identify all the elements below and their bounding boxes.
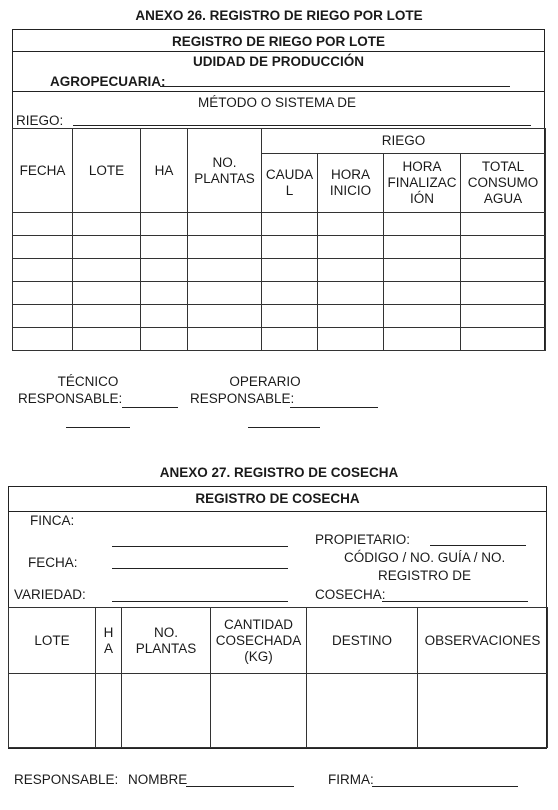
col-group-riego: RIEGO <box>262 129 546 154</box>
col-ha: H A <box>96 608 122 674</box>
table-row <box>13 259 546 282</box>
tecnico-signature-line[interactable] <box>122 407 178 408</box>
table-cell[interactable] <box>262 213 318 236</box>
col-cantidad-cosechada: CANTIDAD COSECHADA (KG) <box>211 608 307 674</box>
cell-destino[interactable] <box>307 674 418 748</box>
footer-responsable-label: RESPONSABLE: <box>14 772 119 787</box>
table-cell[interactable] <box>318 259 384 282</box>
col-destino: DESTINO <box>307 608 418 674</box>
propietario-label: PROPIETARIO: <box>315 532 411 547</box>
col-fecha: FECHA <box>13 129 73 213</box>
table-cell[interactable] <box>73 213 141 236</box>
annex26-riego-label: RIEGO: <box>16 113 64 128</box>
table-cell[interactable] <box>188 305 262 328</box>
col-total-consumo: TOTAL CONSUMO AGUA <box>461 154 546 213</box>
table-cell[interactable] <box>262 259 318 282</box>
footer-nombre-label: NOMBRE <box>128 772 188 787</box>
col-caudal: CAUDA L <box>262 154 318 213</box>
operario-signature-line-2[interactable] <box>248 427 320 428</box>
table-cell[interactable] <box>73 259 141 282</box>
cosecha-field[interactable] <box>382 601 528 602</box>
table-cell[interactable] <box>188 236 262 259</box>
table-cell[interactable] <box>73 282 141 305</box>
table-cell[interactable] <box>262 236 318 259</box>
table-row <box>13 328 546 351</box>
col-observaciones: OBSERVACIONES <box>418 608 548 674</box>
tecnico-responsable-label: TÉCNICO RESPONSABLE: <box>18 374 123 406</box>
col-no-plantas: NO. PLANTAS <box>122 608 211 674</box>
table-cell[interactable] <box>461 328 546 351</box>
table-cell[interactable] <box>384 213 461 236</box>
table-cell[interactable] <box>13 236 73 259</box>
table-row <box>9 674 548 748</box>
table-row <box>13 236 546 259</box>
annex27-title-underline <box>8 511 547 512</box>
table-cell[interactable] <box>141 213 188 236</box>
table-cell[interactable] <box>318 282 384 305</box>
nombre-field[interactable] <box>186 786 294 787</box>
table-cell[interactable] <box>13 328 73 351</box>
table-cell[interactable] <box>141 305 188 328</box>
propietario-field[interactable] <box>430 545 526 546</box>
cell-observaciones[interactable] <box>418 674 548 748</box>
cell-cantidad[interactable] <box>211 674 307 748</box>
variedad-field[interactable] <box>112 601 288 602</box>
table-cell[interactable] <box>73 305 141 328</box>
finca-label: FINCA: <box>30 513 75 528</box>
table-cell[interactable] <box>318 305 384 328</box>
table-cell[interactable] <box>188 213 262 236</box>
table-cell[interactable] <box>188 282 262 305</box>
col-hora-inicio: HORA INICIO <box>318 154 384 213</box>
table-cell[interactable] <box>13 305 73 328</box>
table-row <box>13 282 546 305</box>
annex27-form-title: REGISTRO DE COSECHA <box>195 491 360 506</box>
table-cell[interactable] <box>188 328 262 351</box>
table-cell[interactable] <box>384 305 461 328</box>
col-lote: LOTE <box>73 129 141 213</box>
annex26-agro-field[interactable] <box>160 86 510 87</box>
table-cell[interactable] <box>13 259 73 282</box>
table-cell[interactable] <box>188 259 262 282</box>
tecnico-signature-line-2[interactable] <box>66 427 130 428</box>
registro-de-label: REGISTRO DE <box>378 568 472 583</box>
operario-responsable-label: OPERARIO RESPONSABLE: <box>190 374 301 406</box>
firma-field[interactable] <box>372 786 518 787</box>
annex26-divider <box>12 91 545 92</box>
finca-field[interactable] <box>112 546 288 547</box>
table-cell[interactable] <box>384 259 461 282</box>
table-cell[interactable] <box>318 213 384 236</box>
annex26-method-label: MÉTODO O SISTEMA DE <box>198 95 357 110</box>
table-cell[interactable] <box>73 328 141 351</box>
operario-signature-line[interactable] <box>290 407 378 408</box>
table-cell[interactable] <box>13 282 73 305</box>
cosecha-label: COSECHA: <box>315 587 386 602</box>
annex26-heading: ANEXO 26. REGISTRO DE RIEGO POR LOTE <box>135 8 423 23</box>
cell-ha[interactable] <box>96 674 122 748</box>
table-cell[interactable] <box>461 259 546 282</box>
table-cell[interactable] <box>318 236 384 259</box>
cell-no-plantas[interactable] <box>122 674 211 748</box>
table-cell[interactable] <box>141 328 188 351</box>
table-cell[interactable] <box>13 213 73 236</box>
table-cell[interactable] <box>384 282 461 305</box>
variedad-label: VARIEDAD: <box>14 587 86 602</box>
annex26-form-title: REGISTRO DE RIEGO POR LOTE <box>171 34 386 49</box>
annex26-title-underline <box>12 51 545 52</box>
annex26-riego-field[interactable] <box>73 125 531 126</box>
table-cell[interactable] <box>461 213 546 236</box>
table-cell[interactable] <box>262 328 318 351</box>
table-cell[interactable] <box>141 282 188 305</box>
col-ha: HA <box>141 129 188 213</box>
table-cell[interactable] <box>384 328 461 351</box>
annex26-agro-label: AGROPECUARIA: <box>50 74 166 89</box>
table-cell[interactable] <box>73 236 141 259</box>
table-row <box>13 305 546 328</box>
table-cell[interactable] <box>262 282 318 305</box>
table-row <box>13 213 546 236</box>
fecha-label: FECHA: <box>28 555 78 570</box>
col-hora-finalizacion: HORA FINALIZAC IÓN <box>384 154 461 213</box>
annex26-irrigation-table <box>12 128 546 351</box>
table-cell[interactable] <box>384 236 461 259</box>
table-cell[interactable] <box>262 305 318 328</box>
cell-lote[interactable] <box>9 674 96 748</box>
col-no-plantas: NO. PLANTAS <box>188 129 262 213</box>
fecha-field[interactable] <box>112 568 288 569</box>
table-cell[interactable] <box>141 236 188 259</box>
table-cell[interactable] <box>141 259 188 282</box>
table-cell[interactable] <box>461 305 546 328</box>
table-cell[interactable] <box>461 282 546 305</box>
annex26-unit-label: UDIDAD DE PRODUCCIÓN <box>192 54 364 69</box>
annex27-harvest-table <box>8 607 548 748</box>
table-cell[interactable] <box>461 236 546 259</box>
footer-firma-label: FIRMA: <box>328 772 374 787</box>
col-lote: LOTE <box>9 608 96 674</box>
annex27-heading: ANEXO 27. REGISTRO DE COSECHA <box>159 465 399 480</box>
codigo-label: CÓDIGO / NO. GUÍA / NO. <box>344 550 506 565</box>
table-cell[interactable] <box>318 328 384 351</box>
